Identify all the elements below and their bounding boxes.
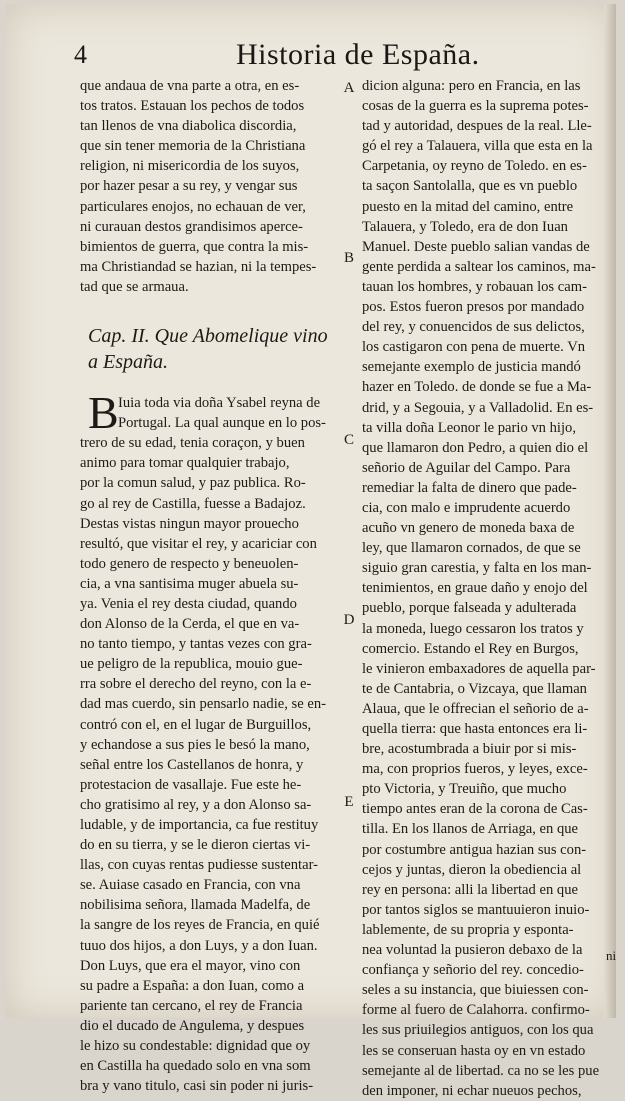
text-line: te de Cantabria, o Vizcaya, que llaman (362, 680, 587, 697)
text-line: ma Christiandad se hazian, ni la tempes- (80, 258, 317, 275)
text-line: su padre a España: a don Iuan, como a (80, 977, 305, 994)
text-line: cia, con malo e imprudente acuerdo (362, 499, 571, 516)
text-line: particulares enojos, no echauan de ver, (80, 198, 306, 215)
text-line: Don Luys, que era el mayor, vino con (80, 957, 301, 974)
text-line: don Alonso de la Cerda, el que en va- (80, 616, 300, 633)
text-line: hazer en Toledo. de donde se fue a Ma- (362, 379, 592, 396)
text-line: go al rey de Castilla, fuesse a Badajoz. (80, 495, 306, 512)
marginal-letter-c: C (343, 432, 354, 448)
text-line: ya. Venia el rey desta ciudad, quando (80, 595, 297, 612)
text-line-content: Iuia toda via doña Ysabel reyna de (118, 395, 321, 412)
text-line: ley, que llamaron cornados, de que se (362, 540, 581, 557)
text-line: los castigaron con pena de muerte. Vn (362, 339, 586, 356)
text-line: dad mas cuerdo, sin pensarlo nadie, se en- (80, 696, 326, 713)
text-line: dio el ducado de Angulema, y despues (80, 1017, 305, 1034)
text-line: gó el rey a Talauera, villa que esta en la (362, 138, 593, 155)
text-line: Talauera, y Toledo, era de don Iuan (362, 218, 568, 235)
text-line: tilla. En los llanos de Arriaga, en que (362, 821, 579, 838)
text-line: por hazer pesar a su rey, y vengar sus (80, 178, 298, 195)
text-line: Alaua, que le offrecian el señorio de a- (362, 700, 589, 717)
text-line: ludable, y de importancia, ca fue restituy (80, 817, 319, 833)
text-line: quella tierra: que hasta entonces era li- (362, 721, 588, 737)
text-line: que llamaron don Pedro, a quien dio el (362, 439, 589, 456)
text-line: ni curauan destos grandisimos aperce- (80, 218, 303, 235)
text-line: rey en persona: alli la libertad en que (362, 881, 578, 898)
text-line: confiança y señorio del rey. concedio- (362, 962, 584, 979)
left-column-top-text (80, 76, 350, 297)
text-line: se. Auiase casado en Francia, con vna (80, 877, 301, 894)
text-line: tenimientos, en graue daño y enojo del (362, 580, 588, 597)
text-line: rra sobre el derecho del reyno, con la e- (80, 676, 312, 693)
marginal-letter-a: A (343, 80, 355, 96)
left-column-body-text (80, 387, 350, 1096)
text-line: del rey, y conuencidos de sus delictos, (362, 319, 585, 336)
text-line: bra y vano titulo, casi sin poder ni juris- (80, 1078, 314, 1095)
text-line: la sangre de los reyes de Francia, en quié (80, 917, 320, 934)
text-line: tad y autoridad, despues de la real. Lle- (362, 118, 592, 135)
text-line: Portugal. La qual aunque en lo pos- (118, 415, 326, 432)
text-line: todo genero de respecto y beneuolen- (80, 555, 299, 572)
text-line: den imponer, ni echar nueuos pechos, (362, 1082, 582, 1099)
text-line: le hizo su condestable: dignidad que oy (80, 1038, 311, 1055)
drop-cap: B (88, 387, 119, 439)
text-line: siguio gran carestia, y falta en los man- (362, 560, 592, 577)
text-line: Carpetania, oy reyno de Toledo. en es- (362, 158, 587, 175)
page-number: 4 (74, 40, 87, 69)
page-header (6, 34, 616, 74)
text-line: y echandose a sus pies le besó la mano, (80, 736, 310, 753)
text-line: por la comun salud, y paz publica. Ro- (80, 475, 306, 492)
text-line: bimientos de guerra, que contra la mis- (80, 238, 309, 255)
text-line: trero de su edad, tenia coraçon, y buen (80, 435, 305, 452)
text-line: que andaua de vna parte a otra, en es- (80, 78, 300, 94)
text-line: dicion alguna: pero en Francia, en las (362, 78, 581, 94)
marginal-letter-d: D (343, 612, 355, 628)
text-line: Destas vistas ningun mayor prouecho (80, 515, 299, 532)
text-line: ta saçon Santolalla, que es vn pueblo (362, 178, 578, 195)
right-column (362, 76, 602, 1101)
text-line: tauan los hombres, y robauan los cam- (362, 278, 587, 295)
text-line: drid, y a Segouia, y a Valladolid. En es- (362, 399, 594, 416)
chapter-heading (80, 323, 350, 375)
page-edge (604, 4, 616, 1018)
text-line: tos tratos. Estauan los pechos de todos (80, 98, 305, 115)
marginal-letter-b: B (343, 250, 354, 266)
text-line: ue peligro de la republica, mouio gue- (80, 656, 303, 673)
section-gap (80, 297, 350, 323)
book-page (6, 4, 617, 1099)
marginal-letter-e: E (344, 794, 354, 810)
text-line: forme al fuero de Calahorra. confirmo- (362, 1002, 590, 1019)
catchword: ni (606, 948, 617, 963)
text-line: semejante exemplo de justicia mandó (362, 359, 581, 376)
text-line: la moneda, luego cessaron los tratos y (362, 620, 584, 637)
text-line: cosas de la guerra es la suprema potes- (362, 98, 589, 115)
text-line: cho gratisimo al rey, y a don Alonso sa- (80, 796, 312, 813)
text-line: semejante al de libertad. ca no se les pue (362, 1062, 600, 1079)
text-line: remediar la falta de dinero que pade- (362, 479, 577, 496)
text-line: les sus priuilegios antiguos, con los qua (362, 1022, 594, 1039)
text-line: cia, a vna santisima muger abuela su- (80, 575, 299, 592)
text-line: lablemente, de su propria y esponta- (362, 921, 574, 938)
text-line: tuuo dos hijos, a don Luys, y a don Iuan. (80, 937, 318, 954)
text-line: cejos y juntas, dieron la obediencia al (362, 861, 582, 878)
text-line: le vinieron embaxadores de aquella par- (362, 660, 596, 677)
text-line: señorio de Aguilar del Campo. Para (362, 459, 571, 476)
text-line: contró con el, en el lugar de Burguillos, (80, 716, 312, 733)
text-line: ma, con proprios fueros, y leyes, exce- (362, 761, 588, 778)
text-line: religion, ni misericordia de los suyos, (80, 158, 300, 175)
running-title: Historia de España. (236, 38, 480, 71)
text-line: bre, acostumbrada a biuir por si mis- (362, 741, 577, 758)
text-line: por tantos siglos se mantuuieron inuio- (362, 901, 590, 918)
text-line: por costumbre antigua hazian sus con- (362, 841, 587, 858)
text-line: resultó, que visitar el rey, y acariciar con (80, 535, 317, 552)
text-line: pueblo, porque falseada y adulterada (362, 600, 577, 617)
text-line: seles a su instancia, que biuiessen con- (362, 982, 589, 999)
text-line: gente perdida a saltear los caminos, ma- (362, 258, 596, 275)
heading-gap (80, 375, 350, 393)
chapter-heading-line: a España. (88, 351, 168, 374)
text-line: tan llenos de vna diabolica discordia, (80, 118, 297, 135)
text-line: pto Victoria, y Treuiño, que mucho (362, 781, 567, 798)
chapter-heading-line: Cap. II. Que Abomelique vino (88, 325, 328, 348)
text-line: acuño vn genero de moneda baxa de (362, 520, 575, 537)
text-line: ta villa doña Leonor le pario vn hijo, (362, 419, 576, 436)
text-line: tiempo antes eran de la corona de Cas- (362, 801, 588, 818)
text-line: protestacion de vasallaje. Fue este he- (80, 776, 302, 793)
text-line: no tanto tiempo, y tantas vezes con gra- (80, 636, 312, 653)
text-line: tad que se armaua. (80, 278, 189, 295)
text-line: en Castilla ha quedado solo en vna som (80, 1058, 311, 1075)
text-line: Manuel. Deste pueblo salian vandas de (362, 238, 590, 255)
text-line: comercio. Estando el Rey en Burgos, (362, 640, 579, 657)
left-column (80, 76, 350, 1096)
text-line: llas, con cuyas rentas pudiesse sustentar- (80, 857, 319, 874)
text-line: pos. Estos fueron presos por mandado (362, 299, 585, 316)
text-line: nea voluntad la pusieron debaxo de la (362, 942, 583, 959)
text-line: nobilisima señora, llamada Madelfa, de (80, 897, 311, 914)
text-line: que sin tener memoria de la Christiana (80, 138, 306, 155)
text-line: puesto en la mitad del camino, entre (362, 198, 574, 215)
text-line: animo para tomar qualquier trabajo, (80, 455, 290, 472)
text-line: les se conseruan hasta oy en vn estado (362, 1042, 586, 1059)
text-line: pariente tan cercano, el rey de Francia (80, 997, 303, 1014)
text-line: do en su tierra, y se le dieron ciertas vi- (80, 837, 311, 854)
text-line: señal entre los Castellanos de honra, y (80, 756, 304, 773)
